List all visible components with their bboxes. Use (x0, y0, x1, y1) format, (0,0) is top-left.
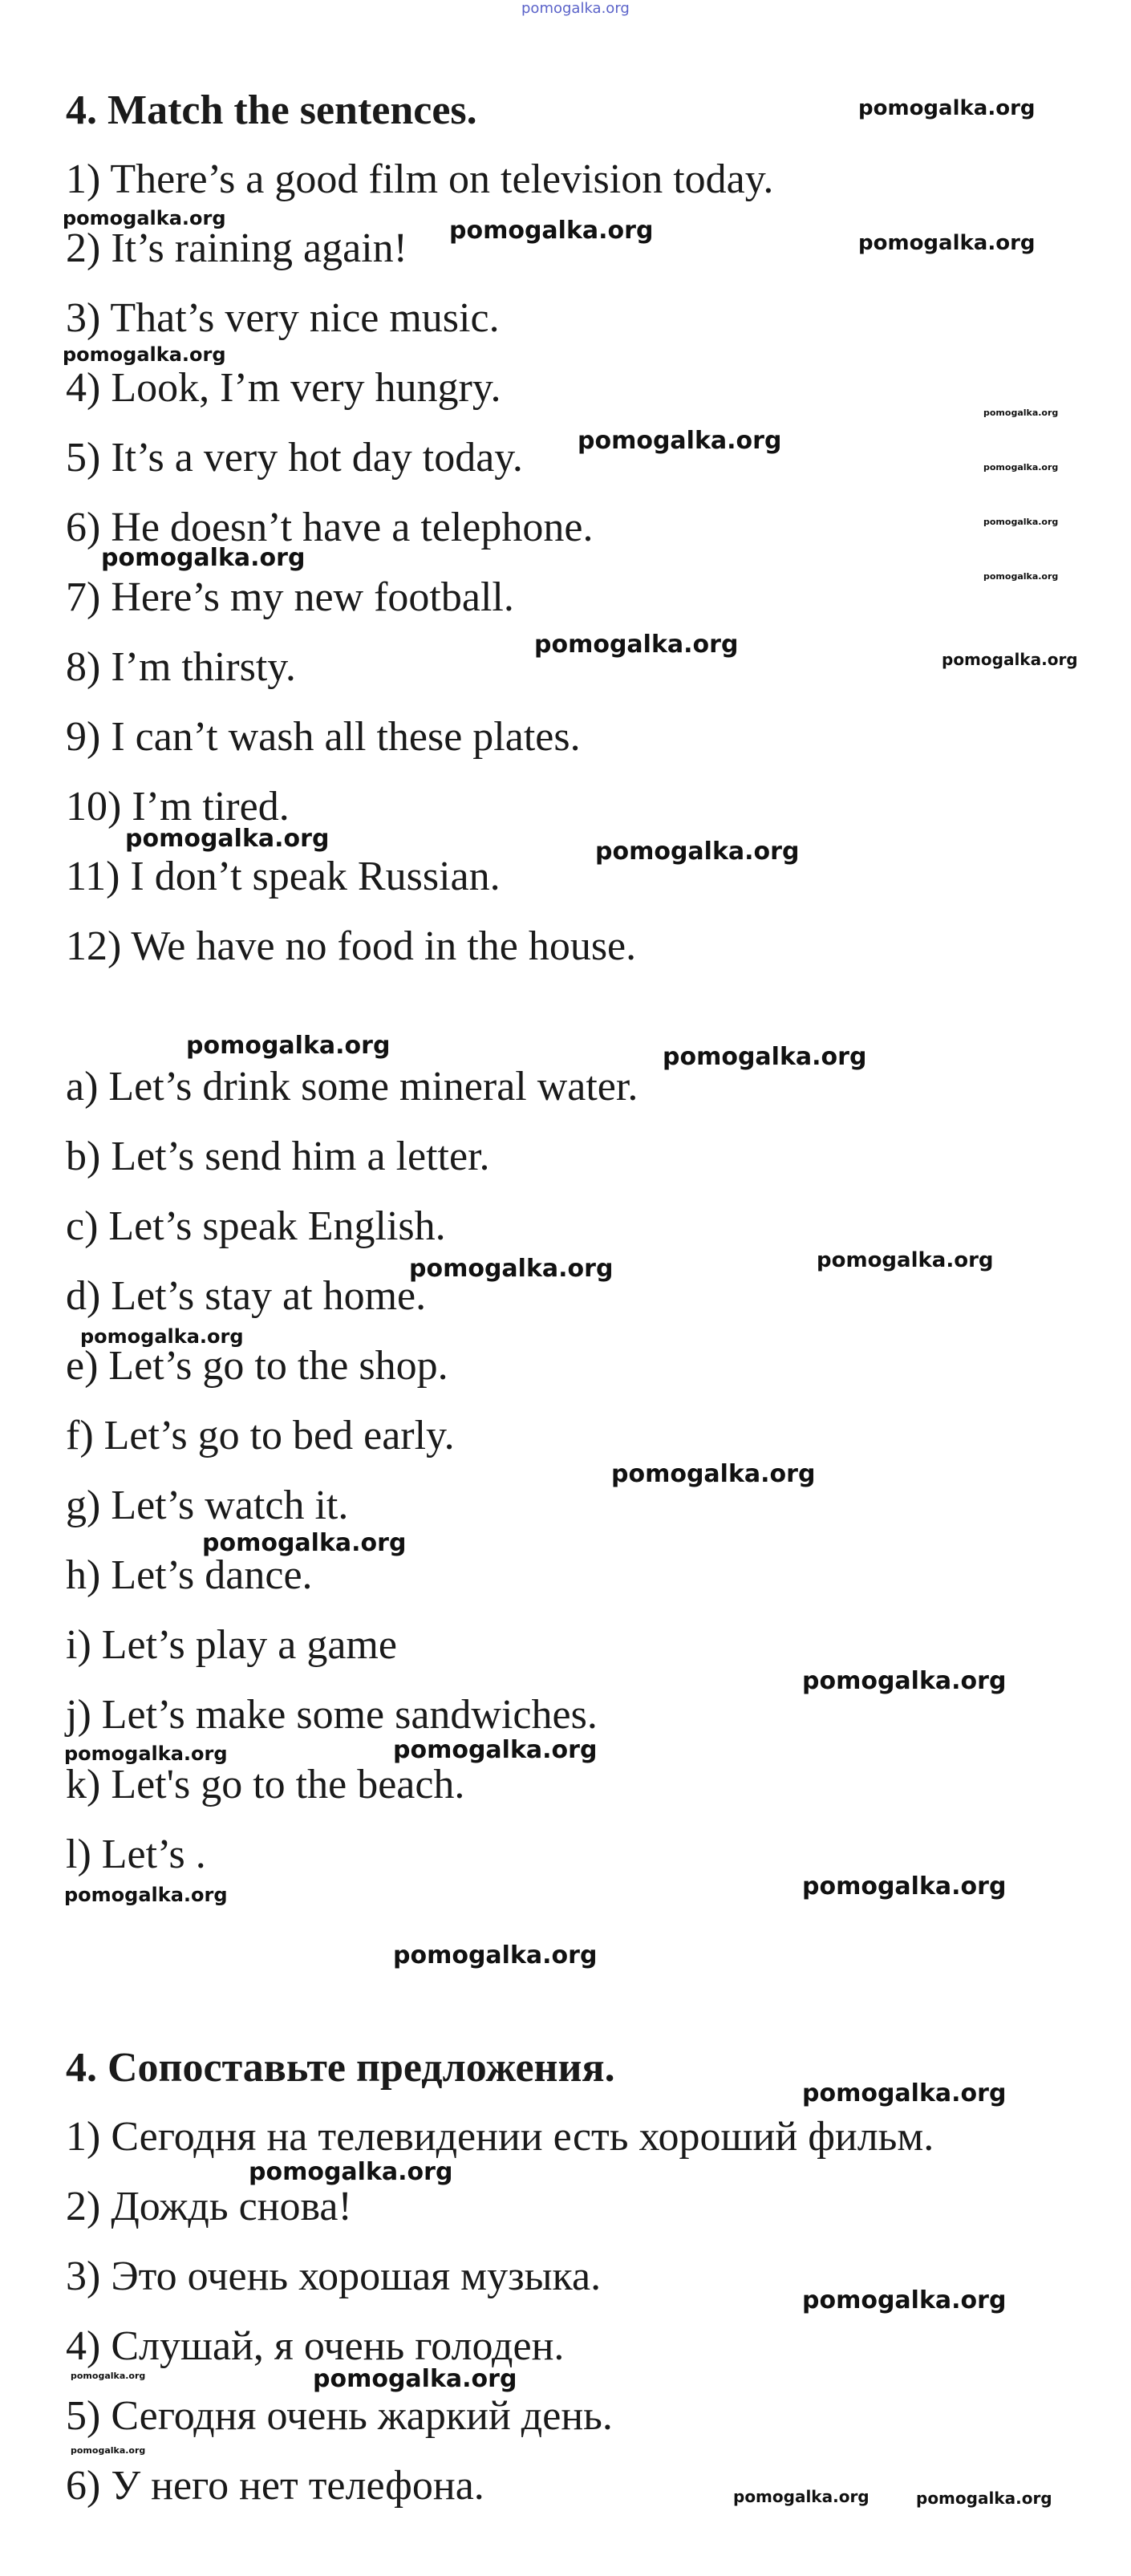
watermark: pomogalka.org (733, 2487, 870, 2506)
watermark: pomogalka.org (186, 1032, 391, 1060)
answer-item: i) Let’s play a game (66, 1622, 397, 1668)
watermark: pomogalka.org (983, 462, 1059, 473)
sentence-item: 1) There’s a good film on television today. (66, 156, 774, 202)
answer-item: f) Let’s go to bed early. (66, 1413, 455, 1458)
sentence-item-ru: 5) Сегодня очень жаркий день. (66, 2393, 613, 2439)
sentence-item: 9) I can’t wash all these plates. (66, 714, 581, 760)
watermark: pomogalka.org (983, 571, 1059, 582)
watermark: pomogalka.org (802, 2079, 1007, 2107)
sentence-item: 2) It’s raining again! (66, 225, 407, 271)
answer-item: h) Let’s dance. (66, 1552, 313, 1598)
watermark: pomogalka.org (249, 2158, 453, 2186)
watermark: pomogalka.org (663, 1043, 867, 1071)
answer-item: l) Let’s . (66, 1832, 206, 1877)
watermark: pomogalka.org (916, 2489, 1052, 2508)
sentence-item: 5) It’s a very hot day today. (66, 435, 523, 481)
watermark: pomogalka.org (858, 96, 1036, 120)
watermark: pomogalka.org (942, 650, 1078, 669)
watermark: pomogalka.org (64, 1742, 228, 1765)
answer-item: d) Let’s stay at home. (66, 1273, 427, 1319)
sentence-item-ru: 2) Дождь снова! (66, 2184, 352, 2229)
watermark: pomogalka.org (80, 1325, 244, 1348)
exercise-heading-ru: 4. Сопоставьте предложения. (66, 2045, 615, 2091)
watermark: pomogalka.org (817, 1248, 994, 1272)
watermark: pomogalka.org (313, 2365, 517, 2393)
watermark: pomogalka.org (611, 1460, 816, 1488)
sentence-item: 6) He doesn’t have a telephone. (66, 505, 594, 550)
sentence-item: 10) I’m tired. (66, 784, 290, 830)
sentence-item: 11) I don’t speak Russian. (66, 854, 501, 899)
top-watermark: pomogalka.org (521, 0, 630, 17)
answer-item: g) Let’s watch it. (66, 1483, 349, 1528)
watermark: pomogalka.org (63, 343, 226, 366)
watermark: pomogalka.org (983, 517, 1059, 527)
watermark: pomogalka.org (595, 838, 800, 866)
watermark: pomogalka.org (983, 408, 1059, 418)
watermark: pomogalka.org (71, 2445, 146, 2456)
watermark: pomogalka.org (63, 207, 226, 229)
answer-item: a) Let’s drink some mineral water. (66, 1064, 638, 1110)
watermark: pomogalka.org (534, 631, 739, 659)
sentence-item: 3) That’s very nice music. (66, 295, 500, 341)
sentence-item: 12) We have no food in the house. (66, 923, 637, 969)
watermark: pomogalka.org (125, 825, 330, 853)
sentence-item: 8) I’m thirsty. (66, 644, 296, 690)
sentence-item: 4) Look, I’m very hungry. (66, 365, 501, 411)
watermark: pomogalka.org (802, 1872, 1007, 1901)
sentence-item-ru: 3) Это очень хорошая музыка. (66, 2253, 602, 2299)
answer-item: j) Let’s make some sandwiches. (66, 1692, 598, 1738)
answer-item: b) Let’s send him a letter. (66, 1134, 490, 1179)
watermark: pomogalka.org (393, 1941, 598, 1970)
watermark: pomogalka.org (393, 1736, 598, 1764)
watermark: pomogalka.org (578, 427, 782, 455)
sentence-item-ru: 6) У него нет телефона. (66, 2463, 484, 2509)
sentence-item-ru: 1) Сегодня на телевидении есть хороший фильм. (66, 2114, 934, 2160)
watermark: pomogalka.org (202, 1529, 407, 1557)
exercise-heading-en: 4. Match the sentences. (66, 87, 477, 133)
sentence-item-ru: 4) Слушай, я очень голоден. (66, 2323, 565, 2369)
watermark: pomogalka.org (64, 1884, 228, 1906)
answer-item: k) Let's go to the beach. (66, 1762, 465, 1807)
answer-item: c) Let’s speak English. (66, 1203, 446, 1249)
sentence-item: 7) Here’s my new football. (66, 574, 514, 620)
watermark: pomogalka.org (71, 2371, 146, 2381)
watermark: pomogalka.org (409, 1255, 614, 1283)
answer-item: e) Let’s go to the shop. (66, 1343, 448, 1389)
watermark: pomogalka.org (449, 217, 654, 245)
watermark: pomogalka.org (858, 231, 1036, 255)
watermark: pomogalka.org (802, 2286, 1007, 2314)
watermark: pomogalka.org (101, 544, 306, 572)
watermark: pomogalka.org (802, 1667, 1007, 1695)
